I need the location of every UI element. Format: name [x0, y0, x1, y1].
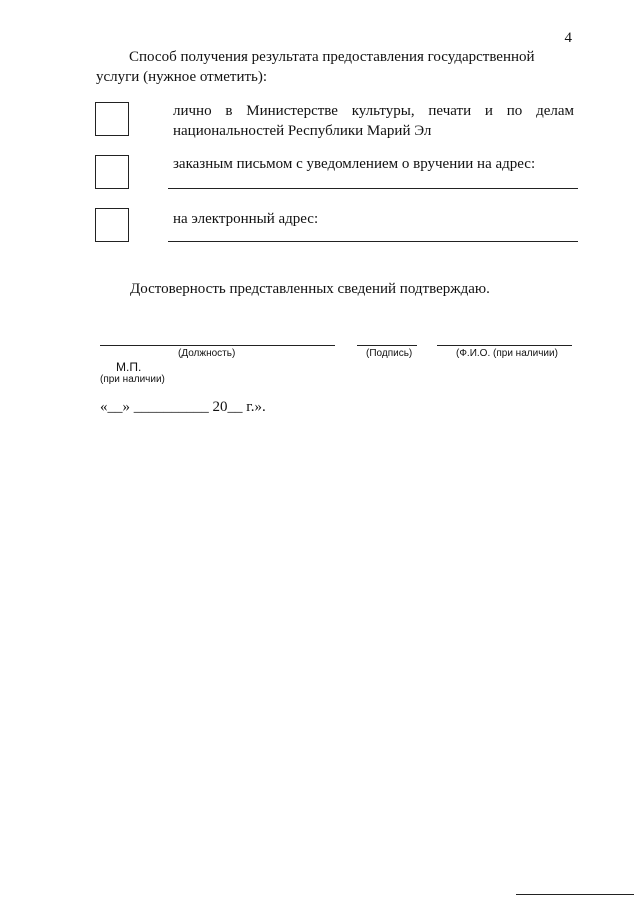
mail-address-line[interactable] [168, 188, 578, 189]
stamp-note: (при наличии) [100, 374, 165, 385]
checkbox-in-person[interactable] [95, 102, 129, 136]
option-in-person [173, 101, 574, 141]
checkbox-registered-mail[interactable] [95, 155, 129, 189]
footer-rule [516, 894, 634, 895]
page-number: 4 [564, 30, 572, 46]
date-line: «__» __________ 20__ г.». [100, 399, 266, 415]
full-name-caption: (Ф.И.О. (при наличии) [456, 348, 558, 359]
option-email: на электронный адрес: [173, 211, 319, 227]
option-in-person-line-2: национальностей Республики Марий Эл [173, 123, 432, 139]
confirmation-statement: Достоверность представленных сведений подтверждаю. [130, 281, 490, 297]
signature-caption: (Подпись) [366, 348, 413, 359]
intro-line-2: услуги (нужное отметить): [96, 69, 268, 85]
email-address-line[interactable] [168, 241, 578, 242]
delivery-method-intro [96, 47, 566, 87]
position-line[interactable] [100, 345, 335, 346]
option-in-person-line-1: лично в Министерстве культуры, печати и по делам [173, 103, 574, 119]
stamp-label: М.П. [116, 360, 142, 374]
intro-line-1: Способ получения результата предоставления государственной [129, 49, 535, 65]
checkbox-email[interactable] [95, 208, 129, 242]
signature-line[interactable] [357, 345, 417, 346]
option-registered-mail: заказным письмом с уведомлением о вручении на адрес: [173, 156, 536, 172]
position-caption: (Должность) [178, 348, 236, 359]
full-name-line[interactable] [437, 345, 572, 346]
